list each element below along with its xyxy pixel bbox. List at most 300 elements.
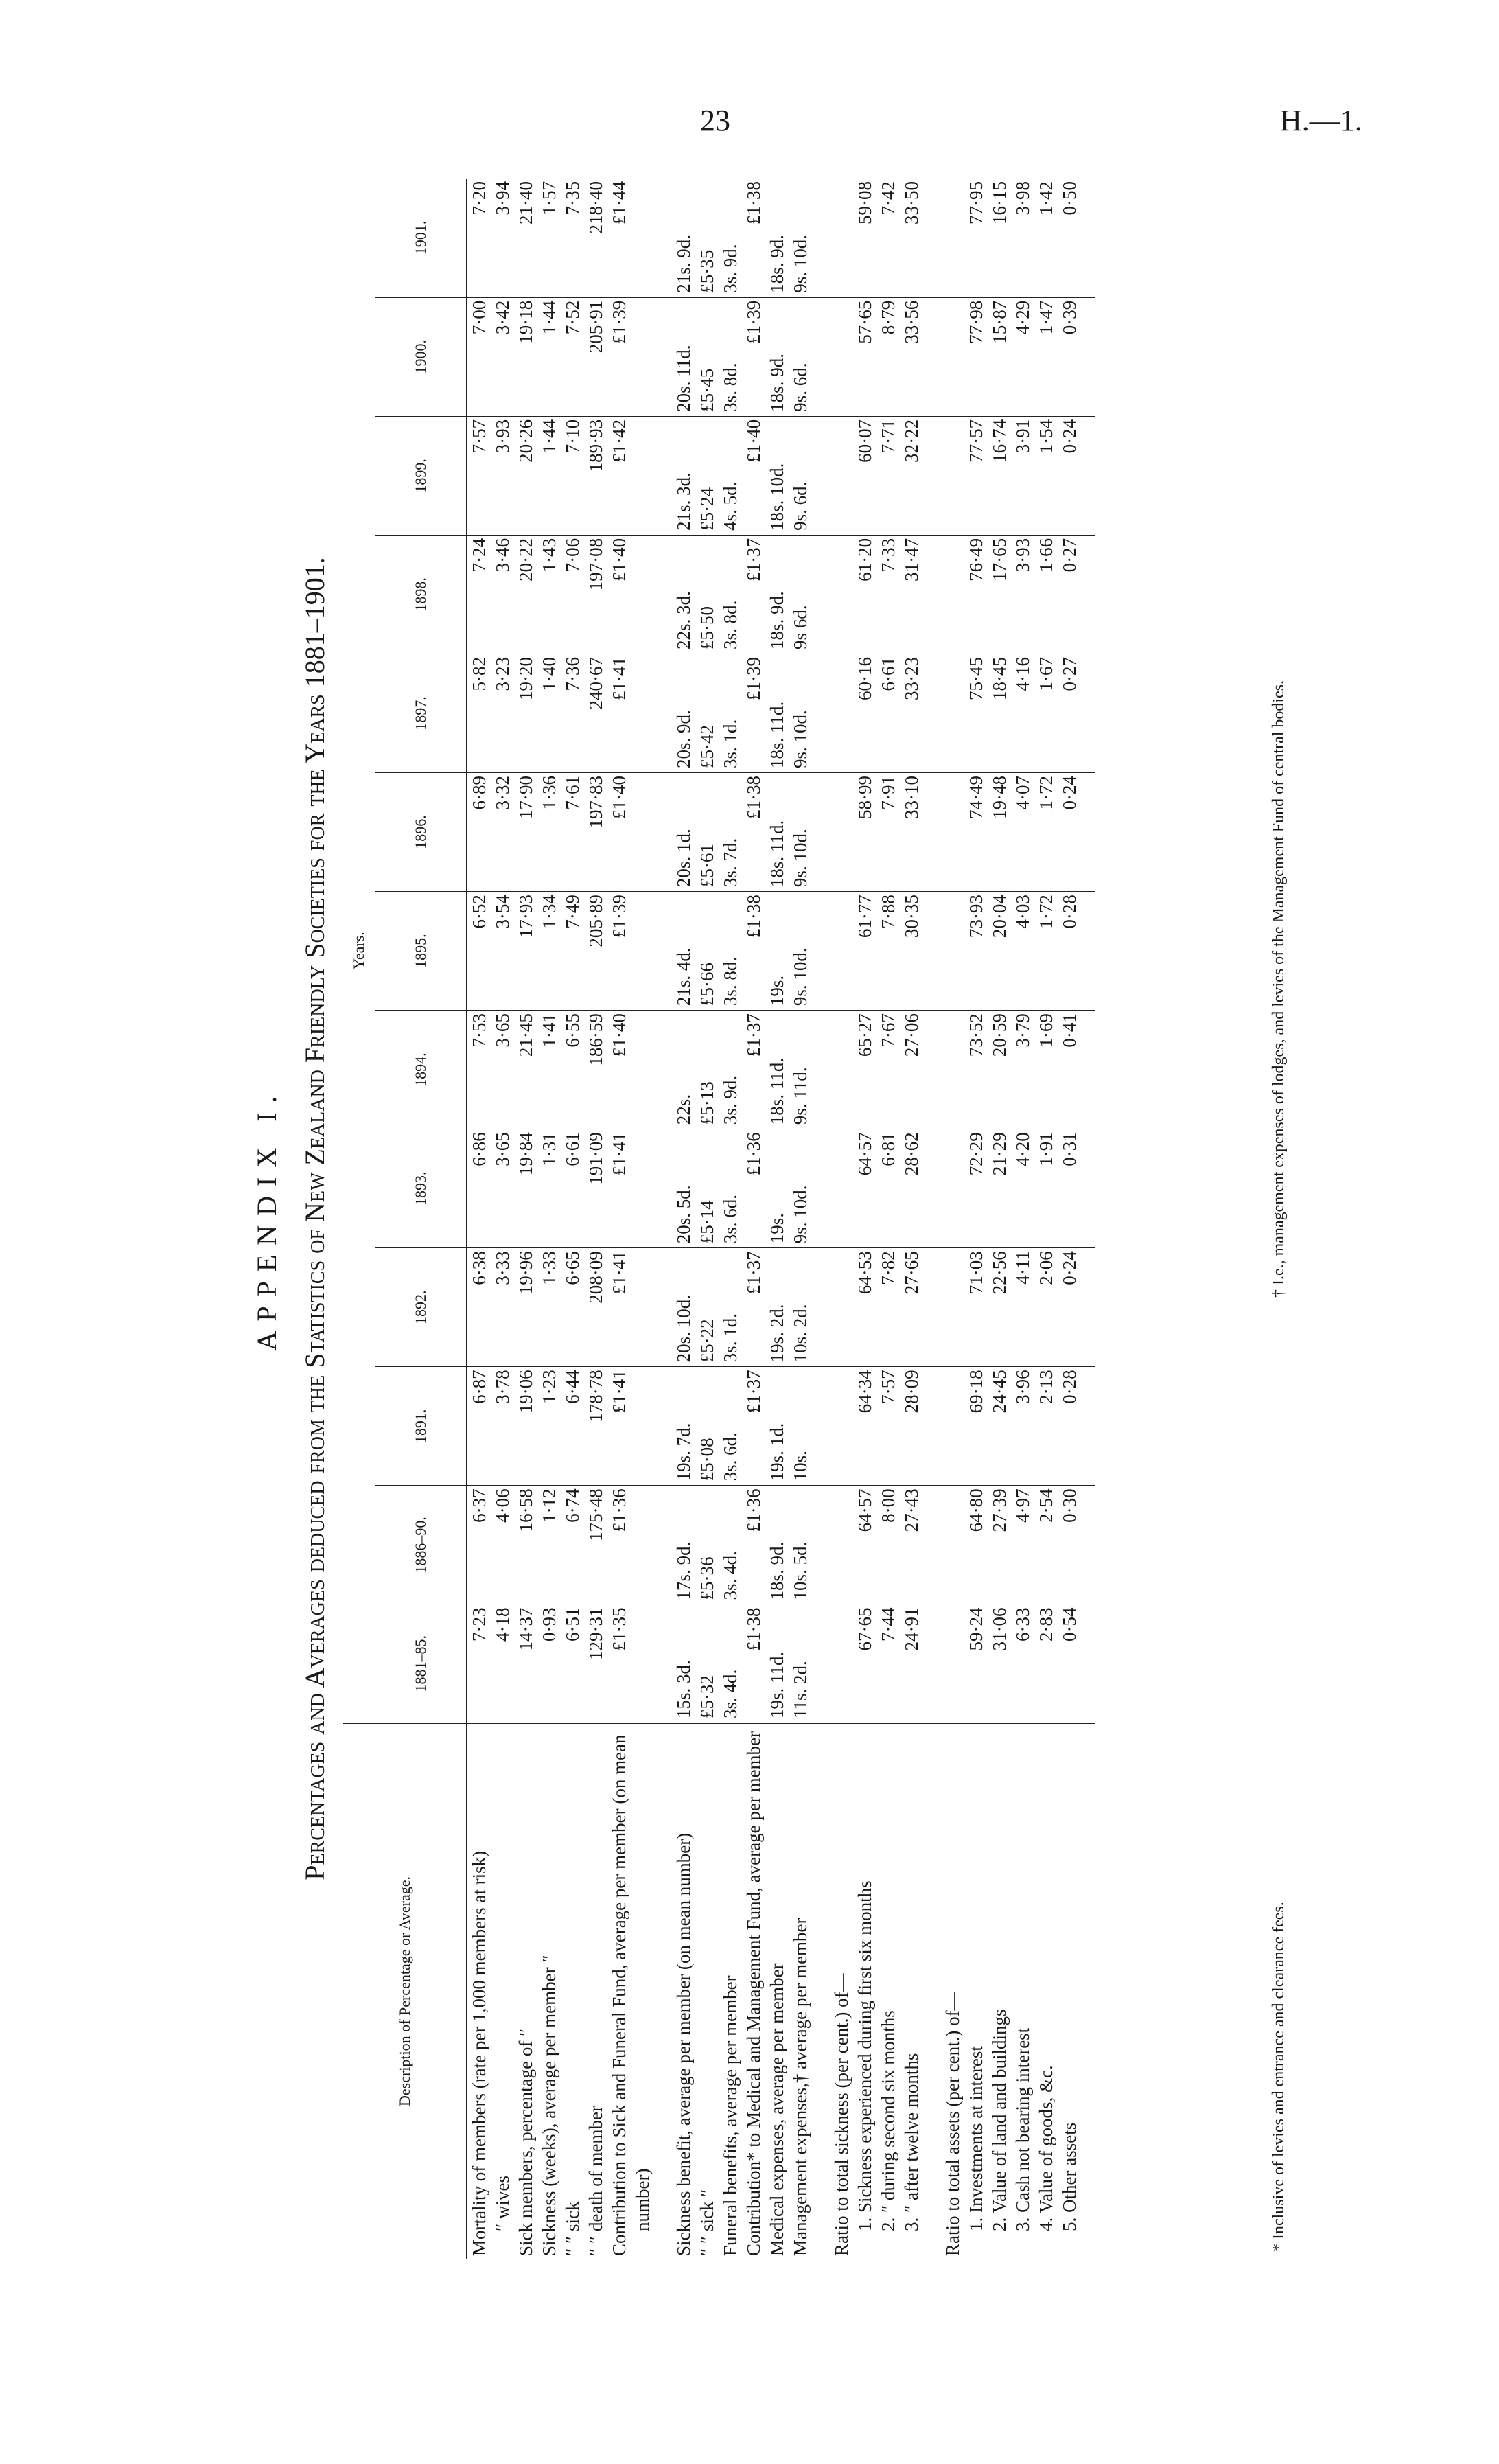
row-label: 1. Investments at interest [964, 1723, 988, 2259]
table-cell: 4·07 [1011, 773, 1034, 892]
table-cell: 1·69 [1034, 1011, 1058, 1129]
table-cell: 22·56 [988, 1248, 1011, 1367]
table-row [514, 179, 537, 2259]
table-cell [631, 1486, 654, 1604]
spacer-cell [654, 297, 672, 416]
row-label: Ratio to total sickness (per cent.) of— [830, 1723, 853, 2259]
table-cell: £1·38 [742, 179, 765, 297]
table-cell: 18s. 11d. [765, 1011, 789, 1129]
table-cell [631, 1011, 654, 1129]
table-cell: 7·36 [561, 654, 584, 772]
table-cell: 1·47 [1034, 297, 1058, 416]
table-cell: 1·42 [1034, 179, 1058, 297]
table-cell: 9s. 10d. [789, 654, 812, 772]
rotated-page-content [240, 179, 1311, 2259]
table-cell: 0·24 [1058, 416, 1081, 535]
spacer-cell [654, 1129, 672, 1248]
spacer-cell [1081, 1723, 1095, 2259]
table-cell: 1·31 [537, 1129, 561, 1248]
spacer-cell [654, 1604, 672, 1723]
table-row [695, 179, 719, 2259]
table-cell [941, 416, 964, 535]
table-cell: 3s. 8d. [719, 535, 742, 654]
table-cell: 19·20 [514, 654, 537, 772]
table-row [584, 179, 607, 2259]
table-cell: 0·31 [1058, 1129, 1081, 1248]
table-cell: 218·40 [584, 179, 607, 297]
table-cell [941, 1604, 964, 1723]
table-cell [830, 535, 853, 654]
table-cell: 1·36 [537, 773, 561, 892]
spacer-cell [923, 1367, 941, 1486]
table-cell: 19s. 7d. [672, 1367, 695, 1486]
table-cell: 4·20 [1011, 1129, 1034, 1248]
table-cell: 27·39 [988, 1486, 1011, 1604]
table-cell: 205·89 [584, 892, 607, 1011]
table-cell: 129·31 [584, 1604, 607, 1723]
table-cell: 17·65 [988, 535, 1011, 654]
table-cell: 61·77 [853, 892, 876, 1011]
table-cell: 16·74 [988, 416, 1011, 535]
table-cell: 7·88 [876, 892, 900, 1011]
table-cell: 1·72 [1034, 892, 1058, 1011]
table-cell: 64·57 [853, 1129, 876, 1248]
document-reference: H.—1. [1280, 104, 1362, 137]
table-cell: 57·65 [853, 297, 876, 416]
spacer-cell [654, 1011, 672, 1129]
table-cell: 59·24 [964, 1604, 988, 1723]
table-cell: 3·79 [1011, 1011, 1034, 1129]
table-cell: 3·78 [491, 1367, 514, 1486]
table-cell: 6·61 [876, 654, 900, 772]
table-cell: 0·24 [1058, 1248, 1081, 1367]
spacer-cell [923, 1248, 941, 1367]
table-row [631, 179, 654, 2259]
table-cell: 9s 6d. [789, 535, 812, 654]
spacer-cell [654, 654, 672, 772]
spacer-cell [812, 1248, 830, 1367]
table-cell: 6·55 [561, 1011, 584, 1129]
spacer-cell [812, 179, 830, 297]
table-cell: 73·93 [964, 892, 988, 1011]
table-cell: 75·45 [964, 654, 988, 772]
spacer-cell [1081, 1011, 1095, 1129]
table-cell: 61·20 [853, 535, 876, 654]
table-cell [830, 1248, 853, 1367]
table-cell: £5·32 [695, 1604, 719, 1723]
table-cell [941, 1129, 964, 1248]
table-cell: 3·23 [491, 654, 514, 772]
row-label: 2. Value of land and buildings [988, 1723, 1011, 2259]
statistics-table [343, 179, 1095, 2259]
table-cell: £1·35 [607, 1604, 631, 1723]
table-cell: 20·59 [988, 1011, 1011, 1129]
year-header: 1891. [375, 1367, 467, 1486]
table-cell: 6·87 [467, 1367, 491, 1486]
table-cell: 67·65 [853, 1604, 876, 1723]
table-cell: 65·27 [853, 1011, 876, 1129]
table-cell: 7·71 [876, 416, 900, 535]
table-cell: 1·23 [537, 1367, 561, 1486]
row-label: Ratio to total assets (per cent.) of— [941, 1723, 964, 2259]
table-cell: 73·52 [964, 1011, 988, 1129]
spacer-cell [654, 773, 672, 892]
table-cell [631, 1129, 654, 1248]
table-cell: 3·65 [491, 1129, 514, 1248]
table-cell: 9s. 6d. [789, 297, 812, 416]
table-cell: 16·58 [514, 1486, 537, 1604]
table-cell: 7·53 [467, 1011, 491, 1129]
table-cell: 18s. 9d. [765, 535, 789, 654]
table-cell: 33·23 [900, 654, 923, 772]
table-cell [830, 1486, 853, 1604]
table-cell: 60·16 [853, 654, 876, 772]
table-cell: 4·03 [1011, 892, 1034, 1011]
spacer-cell [923, 1129, 941, 1248]
table-row [1011, 179, 1034, 2259]
row-label: Sickness (weeks), average per member ″ [537, 1723, 561, 2259]
table-cell: 3s. 7d. [719, 773, 742, 892]
spacer-cell [654, 416, 672, 535]
row-label: Contribution* to Medical and Management Fund, average per member [742, 1723, 765, 2259]
table-cell: 27·06 [900, 1011, 923, 1129]
table-cell: 0·27 [1058, 654, 1081, 772]
table-cell: 208·09 [584, 1248, 607, 1367]
table-cell: £5·36 [695, 1486, 719, 1604]
table-cell: 8·79 [876, 297, 900, 416]
table-cell: £1·38 [742, 773, 765, 892]
table-cell: £5·66 [695, 892, 719, 1011]
table-cell: 4·06 [491, 1486, 514, 1604]
table-cell: £5·42 [695, 654, 719, 772]
table-cell [631, 773, 654, 892]
table-cell: 77·98 [964, 297, 988, 416]
table-cell: 0·28 [1058, 1367, 1081, 1486]
spacer-cell [1081, 1248, 1095, 1367]
table-row [830, 179, 853, 2259]
spacer-cell [812, 654, 830, 772]
table-cell: 20s. 1d. [672, 773, 695, 892]
header-row-group [343, 179, 375, 2259]
table-cell: 11s. 2d. [789, 1604, 812, 1723]
table-cell [941, 892, 964, 1011]
table-cell [631, 654, 654, 772]
table-cell: 205·91 [584, 297, 607, 416]
table-cell: 7·57 [876, 1367, 900, 1486]
table-body [467, 179, 1095, 2259]
row-label: Management expenses,† average per member [789, 1723, 812, 2259]
table-cell [941, 179, 964, 297]
table-cell: 6·44 [561, 1367, 584, 1486]
spacer-cell [654, 1367, 672, 1486]
table-cell: 7·42 [876, 179, 900, 297]
table-cell: £5·24 [695, 416, 719, 535]
spacer-cell [1081, 416, 1095, 535]
description-header: Description of Percentage or Average. [343, 1723, 467, 2259]
table-cell: 3s. 8d. [719, 297, 742, 416]
table-cell: 76·49 [964, 535, 988, 654]
table-title: Percentages and Averages deduced from the Statistics of New Zealand Friendly Societies for the Years 1881–1901. [299, 557, 330, 1880]
table-cell: £5·13 [695, 1011, 719, 1129]
table-cell [631, 892, 654, 1011]
row-label: Mortality of members (rate per 1,000 members at risk) [467, 1723, 491, 2259]
table-cell: 4s. 5d. [719, 416, 742, 535]
table-cell: 18s. 9d. [765, 1486, 789, 1604]
spacer-cell [923, 535, 941, 654]
table-cell: 19·06 [514, 1367, 537, 1486]
spacer-cell [654, 535, 672, 654]
table-cell: 7·44 [876, 1604, 900, 1723]
spacer-cell [812, 1723, 830, 2259]
table-cell: 9s. 11d. [789, 1011, 812, 1129]
table-cell: 77·57 [964, 416, 988, 535]
table-cell: 69·18 [964, 1367, 988, 1486]
table-row [719, 179, 742, 2259]
spacer-cell [812, 297, 830, 416]
table-cell: £1·41 [607, 1129, 631, 1248]
table-cell: 7·91 [876, 773, 900, 892]
table-cell: 20·22 [514, 535, 537, 654]
table-cell: 2·13 [1034, 1367, 1058, 1486]
spacer-row [1081, 179, 1095, 2259]
table-cell: 19s. [765, 892, 789, 1011]
table-cell: 7·67 [876, 1011, 900, 1129]
table-cell: 10s. 5d. [789, 1486, 812, 1604]
table-cell: 20s. 11d. [672, 297, 695, 416]
spacer-cell [812, 773, 830, 892]
table-cell: 33·56 [900, 297, 923, 416]
table-cell: 19·48 [988, 773, 1011, 892]
year-header: 1893. [375, 1129, 467, 1248]
table-cell: £1·40 [607, 535, 631, 654]
spacer-cell [923, 297, 941, 416]
table-cell: £5·08 [695, 1367, 719, 1486]
table-cell: 22s. [672, 1011, 695, 1129]
table-cell [941, 535, 964, 654]
table-cell [830, 773, 853, 892]
row-label: Contribution to Sick and Funeral Fund, average per member (on mean [607, 1723, 631, 2259]
table-cell: 189·93 [584, 416, 607, 535]
table-cell [830, 1367, 853, 1486]
year-header: 1886–90. [375, 1486, 467, 1604]
table-cell [830, 179, 853, 297]
table-cell: £1·41 [607, 1248, 631, 1367]
table-cell [941, 1011, 964, 1129]
table-row [607, 179, 631, 2259]
table-cell: 20s. 5d. [672, 1129, 695, 1248]
table-cell: 7·57 [467, 416, 491, 535]
table-cell: 6·38 [467, 1248, 491, 1367]
table-cell: £1·42 [607, 416, 631, 535]
year-header: 1900. [375, 297, 467, 416]
table-cell: 186·59 [584, 1011, 607, 1129]
table-row [964, 179, 988, 2259]
table-cell: 27·65 [900, 1248, 923, 1367]
table-cell: 24·45 [988, 1367, 1011, 1486]
table-cell: 30·35 [900, 892, 923, 1011]
year-header: 1901. [375, 179, 467, 297]
row-label: Sickness benefit, average per member (on mean number) [672, 1723, 695, 2259]
table-cell: 27·43 [900, 1486, 923, 1604]
table-cell: 28·62 [900, 1129, 923, 1248]
table-cell: 33·50 [900, 179, 923, 297]
table-row [853, 179, 876, 2259]
table-cell [941, 1248, 964, 1367]
table-cell: 7·35 [561, 179, 584, 297]
table-row [537, 179, 561, 2259]
table-cell: 21s. 9d. [672, 179, 695, 297]
spacer-cell [654, 179, 672, 297]
table-cell: 9s. 6d. [789, 416, 812, 535]
table-cell: 191·09 [584, 1129, 607, 1248]
table-cell: 18s. 11d. [765, 654, 789, 772]
table-row [876, 179, 900, 2259]
table-row [941, 179, 964, 2259]
table-cell: 0·54 [1058, 1604, 1081, 1723]
table-cell: 7·20 [467, 179, 491, 297]
table-cell: 22s. 3d. [672, 535, 695, 654]
row-label: 4. Value of goods, &c. [1034, 1723, 1058, 2259]
table-cell: 71·03 [964, 1248, 988, 1367]
table-cell: 7·82 [876, 1248, 900, 1367]
table-cell [631, 297, 654, 416]
table-cell [941, 297, 964, 416]
row-label: 3. Cash not bearing interest [1011, 1723, 1034, 2259]
table-cell: 3s. 4d. [719, 1604, 742, 1723]
table-row [491, 179, 514, 2259]
table-row [672, 179, 695, 2259]
spacer-row [923, 179, 941, 2259]
table-cell: 197·08 [584, 535, 607, 654]
spacer-cell [1081, 773, 1095, 892]
table-cell: 19·84 [514, 1129, 537, 1248]
table-cell: 3·93 [1011, 535, 1034, 654]
table-cell: 1·43 [537, 535, 561, 654]
table-cell [631, 535, 654, 654]
table-cell: 7·06 [561, 535, 584, 654]
table-cell: £1·40 [742, 416, 765, 535]
row-label: number) [631, 1723, 654, 2259]
spacer-cell [812, 1604, 830, 1723]
table-cell: 64·34 [853, 1367, 876, 1486]
table-cell: 7·49 [561, 892, 584, 1011]
table-cell: 175·48 [584, 1486, 607, 1604]
table-cell: 7·00 [467, 297, 491, 416]
table-cell: 24·91 [900, 1604, 923, 1723]
table-cell: 4·97 [1011, 1486, 1034, 1604]
table-cell: 0·30 [1058, 1486, 1081, 1604]
table-cell: 19s. 2d. [765, 1248, 789, 1367]
table-cell: 3s. 6d. [719, 1367, 742, 1486]
table-cell: 3·91 [1011, 416, 1034, 535]
spacer-cell [654, 1723, 672, 2259]
table-cell: 3·54 [491, 892, 514, 1011]
spacer-cell [923, 654, 941, 772]
spacer-cell [1081, 892, 1095, 1011]
spacer-row [654, 179, 672, 2259]
row-label: 3. ″ after twelve months [900, 1723, 923, 2259]
row-label: 5. Other assets [1058, 1723, 1081, 2259]
table-cell: 15·87 [988, 297, 1011, 416]
spacer-cell [923, 1486, 941, 1604]
table-cell: 74·49 [964, 773, 988, 892]
table-cell: £1·37 [742, 1011, 765, 1129]
table-cell: 9s. 10d. [789, 892, 812, 1011]
spacer-cell [923, 892, 941, 1011]
table-cell: 6·61 [561, 1129, 584, 1248]
table-cell: 3s. 1d. [719, 654, 742, 772]
table-cell: 31·47 [900, 535, 923, 654]
table-cell: 7·23 [467, 1604, 491, 1723]
table-cell: £1·44 [607, 179, 631, 297]
table-cell: £1·38 [742, 892, 765, 1011]
table-cell: 19s. 11d. [765, 1604, 789, 1723]
page-number: 23 [700, 104, 730, 137]
table-cell: £1·40 [607, 773, 631, 892]
spacer-cell [923, 1604, 941, 1723]
table-cell: 197·83 [584, 773, 607, 892]
table-cell: 7·61 [561, 773, 584, 892]
table-cell: 0·93 [537, 1604, 561, 1723]
table-row [789, 179, 812, 2259]
table-cell: 3·42 [491, 297, 514, 416]
footnote-star: * Inclusive of levies and entrance and clearance fees. [1270, 1902, 1288, 2252]
table-cell: 4·18 [491, 1604, 514, 1723]
table-cell: 3·96 [1011, 1367, 1034, 1486]
table-cell: 19s. [765, 1129, 789, 1248]
row-label: 2. ″ during second six months [876, 1723, 900, 2259]
table-cell [631, 179, 654, 297]
table-cell [941, 1367, 964, 1486]
table-cell: £1·41 [607, 654, 631, 772]
spacer-cell [1081, 1129, 1095, 1248]
table-cell: 64·80 [964, 1486, 988, 1604]
spacer-row [812, 179, 830, 2259]
table-cell: 7·52 [561, 297, 584, 416]
table-cell: 3·46 [491, 535, 514, 654]
table-cell: 20s. 10d. [672, 1248, 695, 1367]
table-cell: 3·98 [1011, 179, 1034, 297]
table-cell: 0·39 [1058, 297, 1081, 416]
spacer-cell [812, 1367, 830, 1486]
row-label: Funeral benefits, average per member [719, 1723, 742, 2259]
table-cell: 1·41 [537, 1011, 561, 1129]
table-cell [941, 654, 964, 772]
table-cell: 9s. 10d. [789, 179, 812, 297]
table-cell [830, 297, 853, 416]
table-cell [830, 654, 853, 772]
table-row [988, 179, 1011, 2259]
table-row [467, 179, 491, 2259]
table-cell: 1·12 [537, 1486, 561, 1604]
table-cell: 64·53 [853, 1248, 876, 1367]
table-cell: 18s. 10d. [765, 416, 789, 535]
table-cell: 2·06 [1034, 1248, 1058, 1367]
table-cell: 18·45 [988, 654, 1011, 772]
table-cell: 33·10 [900, 773, 923, 892]
table-row [742, 179, 765, 2259]
table-cell [631, 1248, 654, 1367]
table-cell [830, 892, 853, 1011]
table-cell: 1·57 [537, 179, 561, 297]
table-cell: £1·39 [607, 297, 631, 416]
table-cell: 3s. 9d. [719, 179, 742, 297]
table-cell: 3·93 [491, 416, 514, 535]
table-row [1058, 179, 1081, 2259]
table-cell: 4·11 [1011, 1248, 1034, 1367]
table-cell: 28·09 [900, 1367, 923, 1486]
table-cell: 3·33 [491, 1248, 514, 1367]
